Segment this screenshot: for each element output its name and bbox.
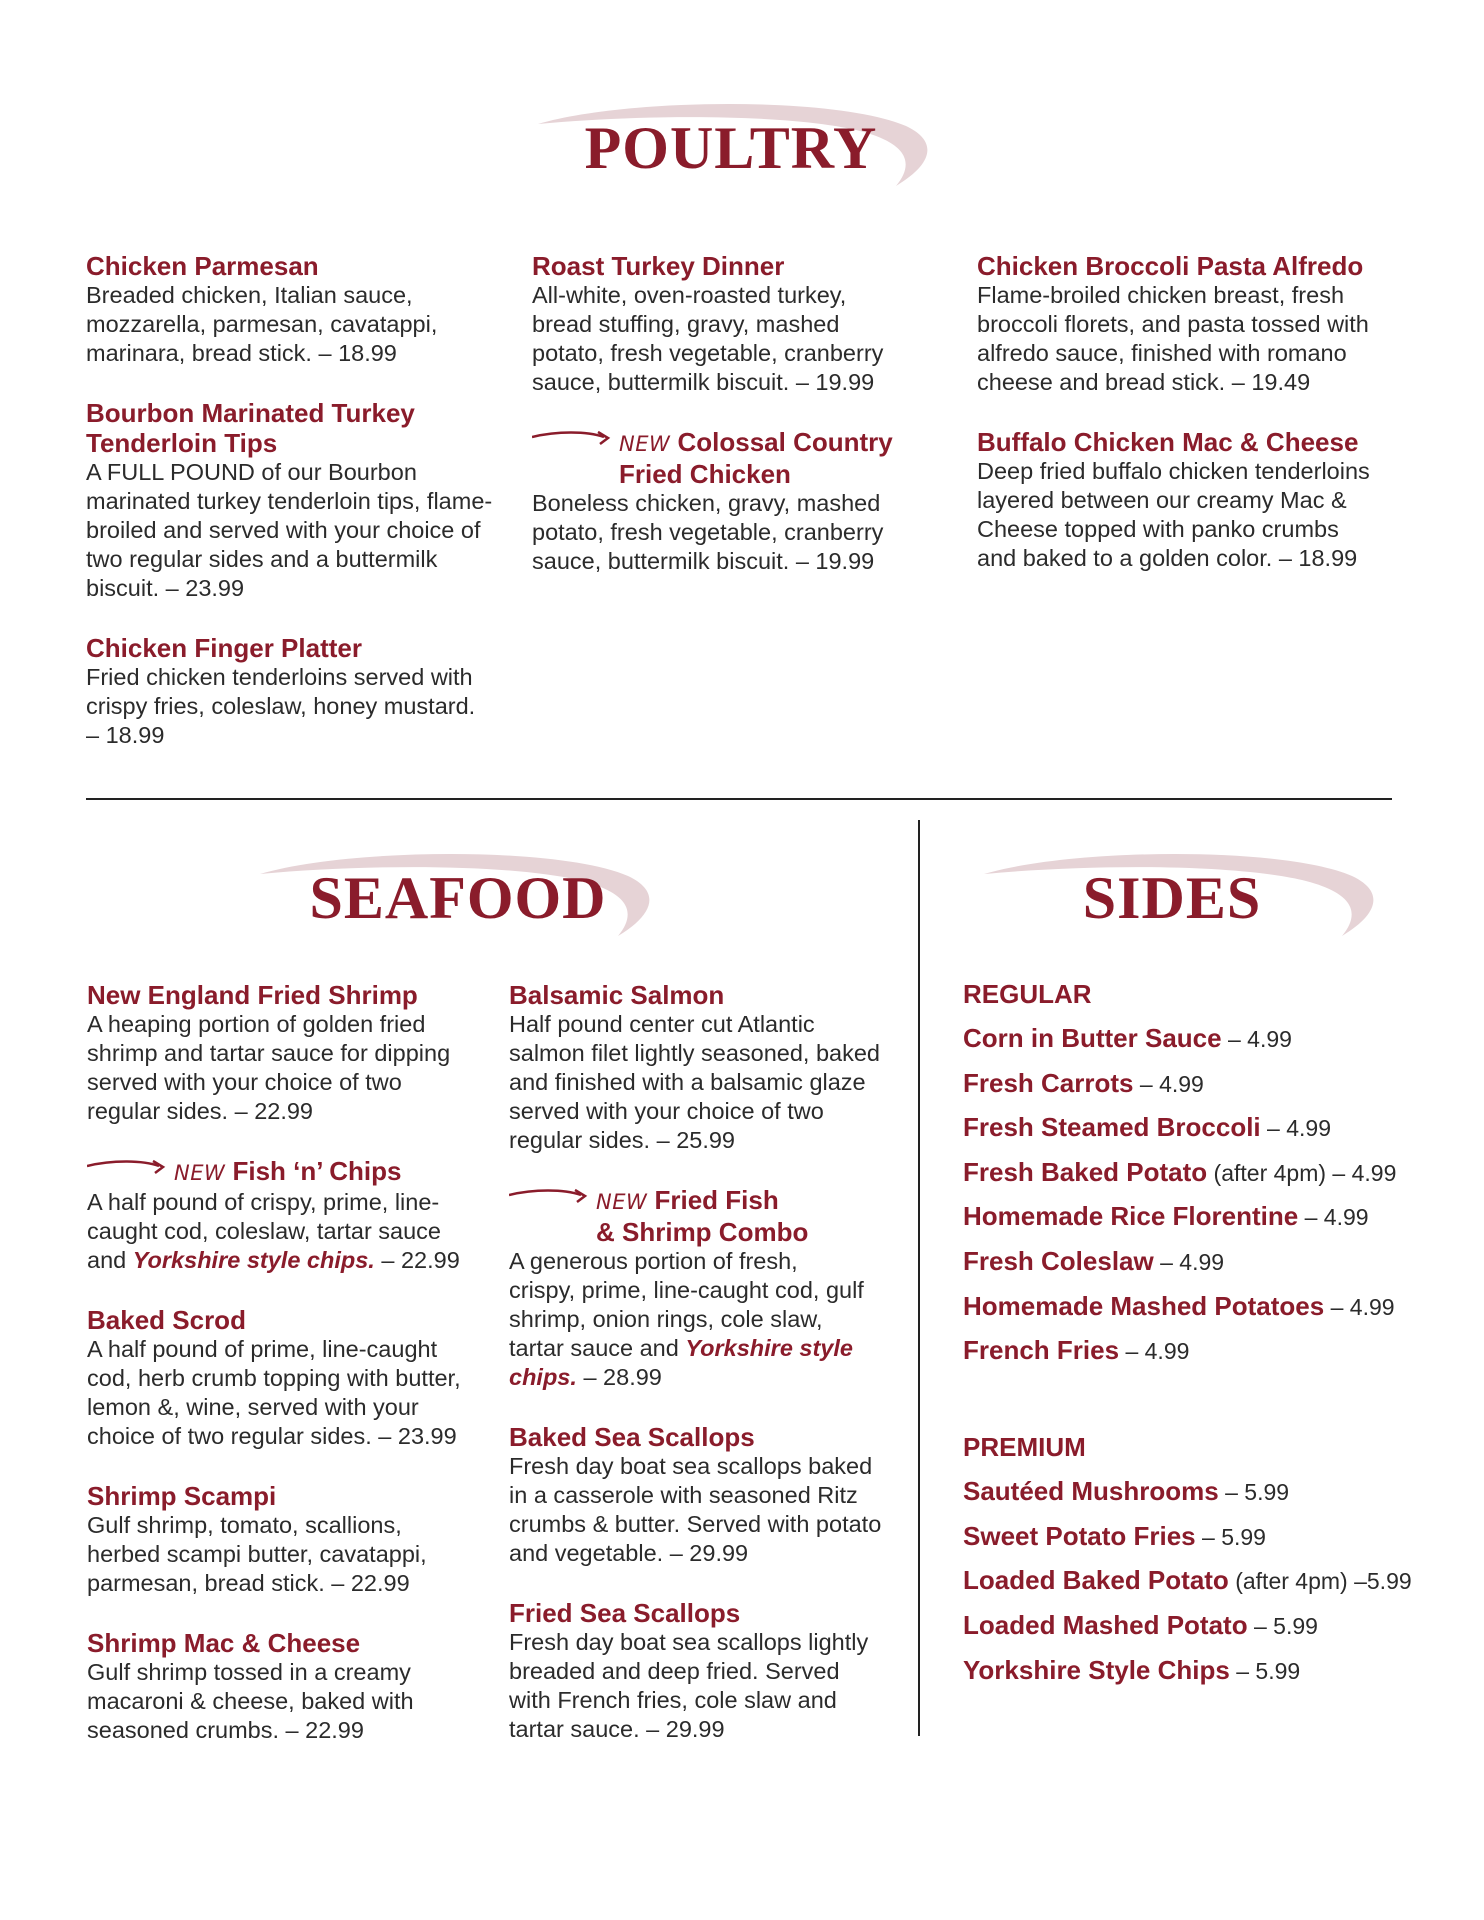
item-description: [509, 1247, 869, 1392]
menu-item: [977, 427, 1387, 573]
section-title-seafood: SEAFOOD: [309, 865, 607, 931]
desc-emphasis: Yorkshire style chips.: [509, 1335, 853, 1390]
item-name: Baked Scrod: [87, 1305, 246, 1335]
item-name-text: Fish ‘n’ Chips: [232, 1156, 402, 1186]
vertical-divider: [918, 820, 920, 1736]
menu-item: [509, 1598, 899, 1744]
side-name: Loaded Mashed Potato: [963, 1609, 1248, 1640]
arrow-icon: [509, 1187, 589, 1207]
side-price: – 4.99: [1119, 1338, 1190, 1365]
side-price: – 5.99: [1247, 1612, 1318, 1639]
item-description: Deep fried buffalo chicken tenderloins layered between our creamy Mac & Cheese topped with panko crumbs and baked to a golden color. – 18.99: [977, 458, 1370, 571]
side-name: French Fries: [963, 1335, 1120, 1366]
item-name: Chicken Finger Platter: [86, 633, 362, 663]
seafood-column-2: [509, 980, 899, 1774]
side-item: [963, 1201, 1463, 1232]
item-description: Fresh day boat sea scallops baked in a casserole with seasoned Ritz crumbs & butter. Served with potato and vegetable. – 29.99: [509, 1453, 882, 1566]
menu-item: [532, 251, 960, 397]
side-name: Corn in Butter Sauce: [963, 1023, 1222, 1053]
side-item: [963, 1246, 1463, 1277]
side-note: (after 4pm): [1207, 1159, 1327, 1186]
desc-price: – 28.99: [576, 1364, 662, 1390]
item-description: A heaping portion of golden fried shrimp and tartar sauce for dipping served with your choice of two regular sides. – 22.99: [87, 1011, 451, 1124]
item-description: A half pound of prime, line-caught cod, herb crumb topping with butter, lemon &, wine, served with your choice of two regular sides. – 23.99: [87, 1336, 461, 1449]
side-price: – 4.99: [1153, 1248, 1225, 1275]
side-name: Sautéed Mushrooms: [963, 1476, 1219, 1507]
sides-premium-list: [963, 1476, 1463, 1685]
side-name: Loaded Baked Potato: [963, 1565, 1229, 1596]
sides-column: [963, 979, 1463, 1699]
side-price: – 4.99: [1221, 1026, 1292, 1052]
menu-item: [86, 398, 506, 603]
side-price: – 4.99: [1298, 1204, 1369, 1231]
sides-regular-list: [963, 1023, 1463, 1366]
item-name-text: Fried Fish: [654, 1185, 779, 1215]
item-name: Buffalo Chicken Mac & Cheese: [977, 427, 1359, 457]
item-name: Roast Turkey Dinner: [532, 251, 785, 281]
desc-text: A generous portion of fresh, crispy, prime, line-caught cod, gulf shrimp, onion rings, cole slaw, tartar sauce and: [509, 1248, 864, 1361]
item-name: Bourbon Marinated Turkey Tenderloin Tips: [86, 398, 415, 458]
item-name: Shrimp Scampi: [87, 1481, 277, 1511]
side-item: [963, 1157, 1463, 1188]
horizontal-divider: [86, 798, 1392, 800]
menu-item-new: [87, 1156, 487, 1275]
item-description: Flame-broiled chicken breast, fresh broccoli florets, and pasta tossed with alfredo sauce, finished with romano cheese and bread stick. – 19.49: [977, 282, 1369, 395]
menu-item: [87, 1481, 487, 1598]
item-name: [87, 1156, 487, 1188]
menu-item-new: [532, 427, 960, 576]
desc-text: A half pound of crispy, prime, line-caught cod, coleslaw, tartar sauce and: [87, 1189, 442, 1273]
item-description: Breaded chicken, Italian sauce, mozzarella, parmesan, cavatappi, marinara, bread stick. – 18.99: [86, 282, 438, 366]
item-name: Balsamic Salmon: [509, 980, 725, 1010]
side-name: Homemade Mashed Potatoes: [963, 1290, 1325, 1321]
item-description: All-white, oven-roasted turkey, bread stuffing, gravy, mashed potato, fresh vegetable, cranberry sauce, buttermilk biscuit. – 19.99: [532, 282, 884, 395]
side-item: [963, 1068, 1463, 1099]
side-price: – 4.99: [1260, 1115, 1331, 1142]
section-title-poultry: POULTRY: [584, 115, 878, 181]
menu-item: [509, 1422, 899, 1568]
sides-header: [982, 846, 1402, 956]
sides-regular-heading: REGULAR: [963, 979, 1092, 1009]
menu-item: [87, 1305, 487, 1451]
seafood-column-1: [87, 980, 487, 1775]
desc-emphasis: Yorkshire style chips.: [132, 1247, 375, 1273]
side-item: [963, 1023, 1463, 1054]
item-description: Half pound center cut Atlantic salmon filet lightly seasoned, baked and finished with a balsamic glaze served with your choice of two regular sides. – 25.99: [509, 1011, 880, 1153]
side-item: [963, 1655, 1463, 1686]
item-name: New England Fried Shrimp: [87, 980, 418, 1010]
side-item: [963, 1521, 1463, 1552]
item-description: [87, 1188, 467, 1275]
side-name: Fresh Steamed Broccoli: [963, 1112, 1261, 1143]
side-item: [963, 1112, 1463, 1143]
side-item: [963, 1476, 1463, 1507]
item-name: Shrimp Mac & Cheese: [87, 1628, 361, 1658]
menu-item: [87, 1628, 487, 1745]
seafood-header: [258, 846, 678, 956]
item-name: Chicken Parmesan: [86, 251, 319, 281]
arrow-icon: [532, 429, 612, 449]
new-badge: NEW: [619, 432, 671, 456]
side-name: Homemade Rice Florentine: [963, 1201, 1299, 1232]
side-price: – 4.99: [1133, 1070, 1204, 1097]
menu-item: [509, 980, 899, 1155]
item-description: Fresh day boat sea scallops lightly breaded and deep fried. Served with French fries, cole slaw and tartar sauce. – 29.99: [509, 1629, 869, 1742]
item-description: Boneless chicken, gravy, mashed potato, fresh vegetable, cranberry sauce, buttermilk biscuit. – 19.99: [532, 490, 884, 574]
section-title-sides: SIDES: [1082, 865, 1262, 931]
side-item: [963, 1610, 1463, 1641]
side-price: –5.99: [1347, 1568, 1412, 1595]
new-badge: NEW: [174, 1161, 226, 1185]
sides-premium-heading: PREMIUM: [963, 1432, 1086, 1463]
poultry-column-1: [86, 251, 506, 780]
side-name: Fresh Coleslaw: [963, 1245, 1154, 1276]
menu-item: [86, 251, 506, 368]
item-name-line: & Shrimp Combo: [596, 1217, 809, 1247]
menu-item: [87, 980, 487, 1126]
side-price: – 4.99: [1324, 1293, 1395, 1320]
side-note: (after 4pm): [1228, 1568, 1348, 1595]
side-name: Fresh Baked Potato: [963, 1156, 1208, 1187]
side-item: [963, 1335, 1463, 1366]
side-price: – 5.99: [1229, 1657, 1301, 1684]
item-description: Fried chicken tenderloins served with crispy fries, coleslaw, honey mustard. – 18.99: [86, 664, 476, 748]
poultry-column-2: [532, 251, 960, 606]
side-item: [963, 1291, 1463, 1322]
item-name: Baked Sea Scallops: [509, 1422, 755, 1452]
menu-item-new: [509, 1185, 899, 1392]
item-description: Gulf shrimp, tomato, scallions, herbed scampi butter, cavatappi, parmesan, bread stick. – 22.99: [87, 1512, 427, 1596]
item-name: Fried Sea Scallops: [509, 1598, 741, 1628]
item-name: [532, 427, 960, 489]
side-item: [963, 1565, 1463, 1596]
desc-price: – 22.99: [374, 1247, 460, 1273]
item-name-text: Colossal Country: [677, 427, 893, 457]
side-name: Fresh Carrots: [963, 1067, 1134, 1098]
poultry-column-3: [977, 251, 1387, 603]
poultry-header: [536, 96, 956, 206]
item-description: A FULL POUND of our Bourbon marinated turkey tenderloin tips, flame-broiled and served with your choice of two regular sides and a buttermilk biscuit. – 23.99: [86, 459, 493, 601]
side-price: – 5.99: [1195, 1523, 1266, 1550]
item-name: [509, 1185, 899, 1247]
menu-item: [977, 251, 1387, 397]
side-name: Sweet Potato Fries: [963, 1520, 1196, 1551]
item-description: Gulf shrimp tossed in a creamy macaroni & cheese, baked with seasoned crumbs. – 22.99: [87, 1659, 414, 1743]
arrow-icon: [87, 1158, 167, 1178]
item-name: Chicken Broccoli Pasta Alfredo: [977, 251, 1364, 281]
item-name-line: Fried Chicken: [619, 459, 791, 489]
side-price: – 4.99: [1326, 1159, 1397, 1186]
side-price: – 5.99: [1218, 1479, 1290, 1506]
side-name: Yorkshire Style Chips: [963, 1654, 1230, 1685]
new-badge: NEW: [596, 1190, 648, 1214]
menu-item: [86, 633, 506, 750]
